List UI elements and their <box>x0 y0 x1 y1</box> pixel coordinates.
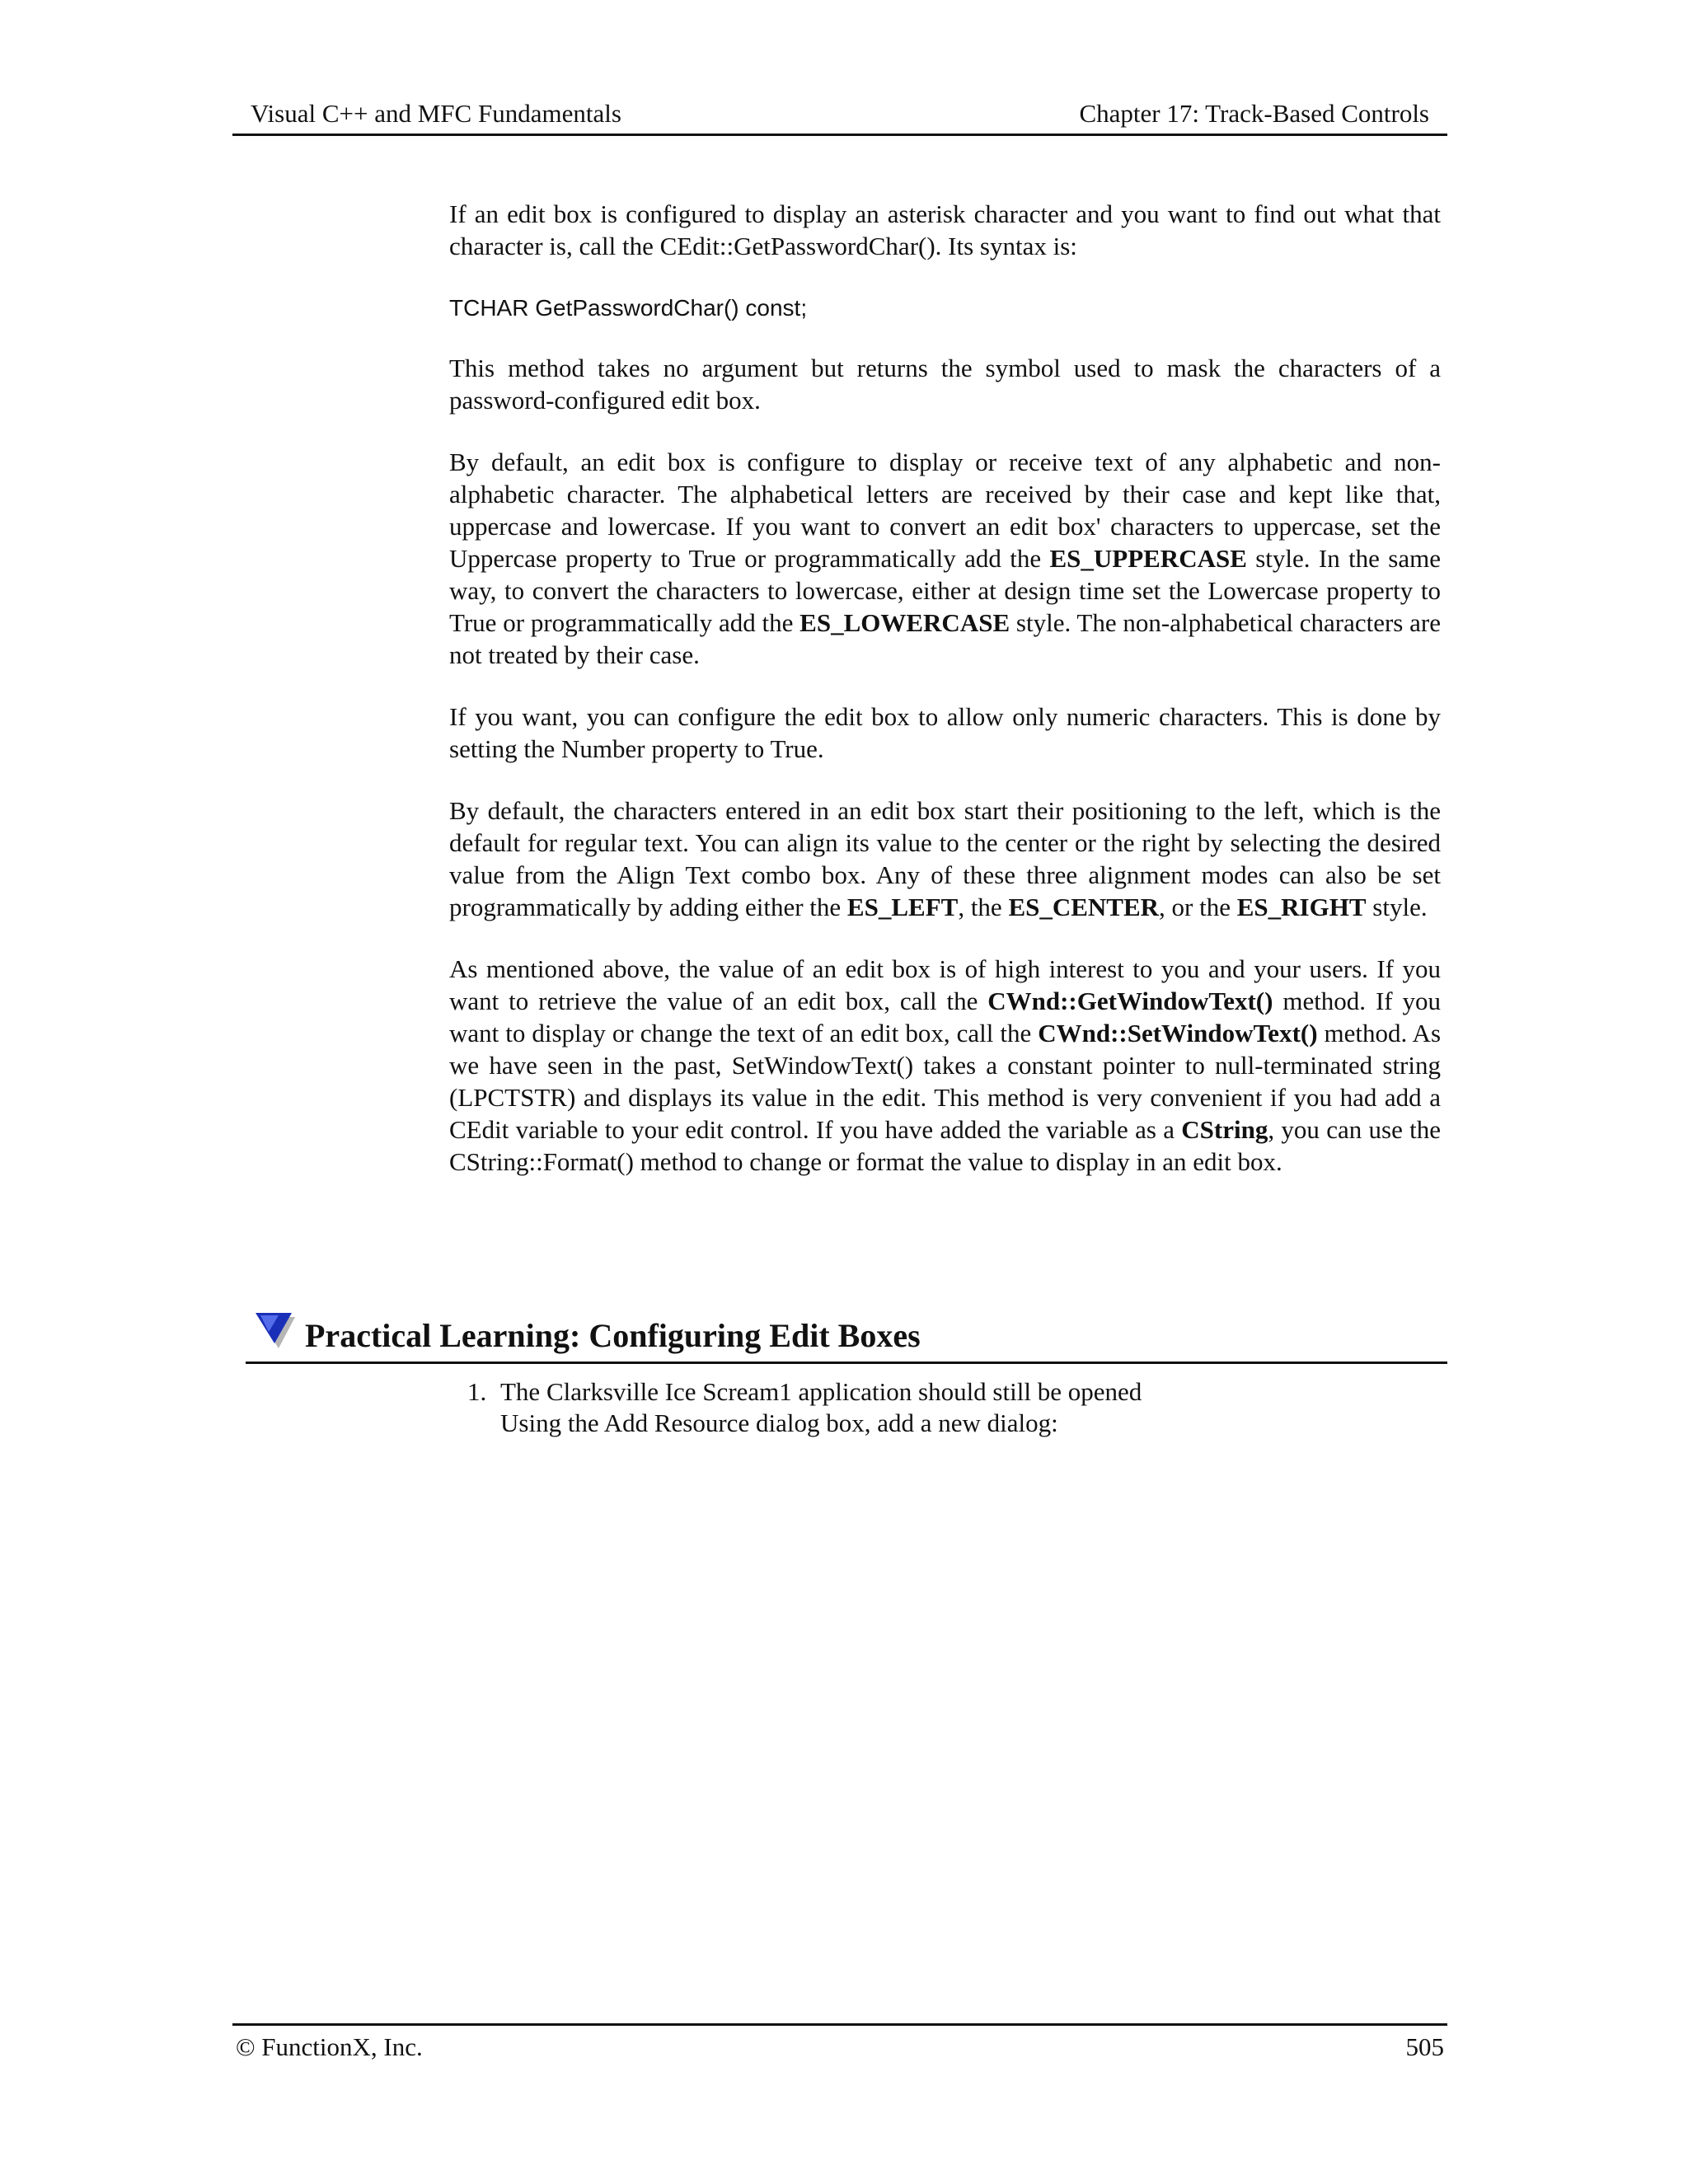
keyword-getwindowtext: CWnd::GetWindowText() <box>987 987 1273 1015</box>
footer-copyright: © FunctionX, Inc. <box>236 2032 423 2061</box>
header-chapter-title: Chapter 17: Track-Based Controls <box>1079 99 1429 128</box>
keyword-es-left: ES_LEFT <box>846 893 959 921</box>
keyword-es-right: ES_RIGHT <box>1236 893 1367 921</box>
paragraph-password-char: If an edit box is configured to display an asterisk character and you want to find out what that character is, call the CEdit::GetPasswordChar(). Its syntax is: <box>449 199 1441 260</box>
step-line: Using the Add Resource dialog box, add a new dialog: <box>500 1408 1058 1437</box>
text-run: By default, the characters entered in an edit box start their positioning to the left, which is the default for regular text. You can align its value to the center or the right by selecting the desired value from the Align Text combo box. Any of these three alignment modes can also be set programmatically by adding either the <box>449 796 1441 921</box>
code-syntax: TCHAR GetPasswordChar() const; <box>449 295 808 321</box>
text-run: , you can use the CString::Format() method to change or format the value to display in an edit box. <box>449 1115 1441 1176</box>
step-text <box>500 1376 1440 1439</box>
body-text <box>449 198 1441 1207</box>
paragraph-window-text <box>449 953 1441 1178</box>
text-run: As mentioned above, the value of an edit box is of high interest to you and your users. If you want to retrieve the value of an edit box, call the <box>449 954 1441 1015</box>
step-number: 1. <box>467 1377 487 1406</box>
text-run: method. As we have seen in the past, SetWindowText() takes a constant pointer to null-terminated string (LPCTSTR) and displays its value in the edit. This method is very convenient if you had add a CEdit variable to your edit control. If you have added the variable as a <box>449 1019 1442 1144</box>
paragraph-return-value: This method takes no argument but returns the symbol used to mask the characters of a password-configured edit box. <box>449 354 1441 415</box>
keyword-es-uppercase: ES_UPPERCASE <box>1049 544 1247 573</box>
text-run: style. The non-alphabetical characters are not treated by their case. <box>449 608 1441 669</box>
keyword-es-lowercase: ES_LOWERCASE <box>799 608 1010 637</box>
practical-learning-heading <box>246 1304 1447 1364</box>
step-line: The Clarksville Ice Scream1 application should still be opened <box>500 1377 1142 1406</box>
paragraph-numeric: If you want, you can configure the edit box to allow only numeric characters. This is done by setting the Number property to True. <box>449 702 1441 763</box>
paragraph-case <box>449 446 1441 671</box>
text-run: style. In the same way, to convert the characters to lowercase, either at design time set the Lowercase property to True or programmatically add the <box>449 544 1441 637</box>
page-footer <box>232 2023 1447 2069</box>
keyword-cstring: CString <box>1181 1115 1268 1144</box>
keyword-setwindowtext: CWnd::SetWindowText() <box>1038 1019 1318 1047</box>
text-run: , the <box>958 893 1009 921</box>
text-run: style. <box>1366 893 1428 921</box>
paragraph-alignment <box>449 794 1441 923</box>
header-book-title: Visual C++ and MFC Fundamentals <box>251 99 621 128</box>
page-header <box>232 97 1447 136</box>
text-run: method. If you want to display or change the text of an edit box, call the <box>449 987 1441 1047</box>
text-run: , or the <box>1159 893 1237 921</box>
keyword-es-center: ES_CENTER <box>1008 893 1160 921</box>
page-number: 505 <box>1405 2032 1444 2061</box>
text-run: By default, an edit box is configure to display or receive text of any alphabetic and non-alphabetic character. The alphabetical letters are received by their case and kept like that, uppercase and lowercase. If you want to convert an edit box' characters to uppercase, set the Uppercase property to True or programmatically add the <box>449 448 1441 573</box>
blue-triangle-icon <box>254 1310 298 1352</box>
section-title: Practical Learning: Configuring Edit Boxes <box>305 1317 921 1354</box>
